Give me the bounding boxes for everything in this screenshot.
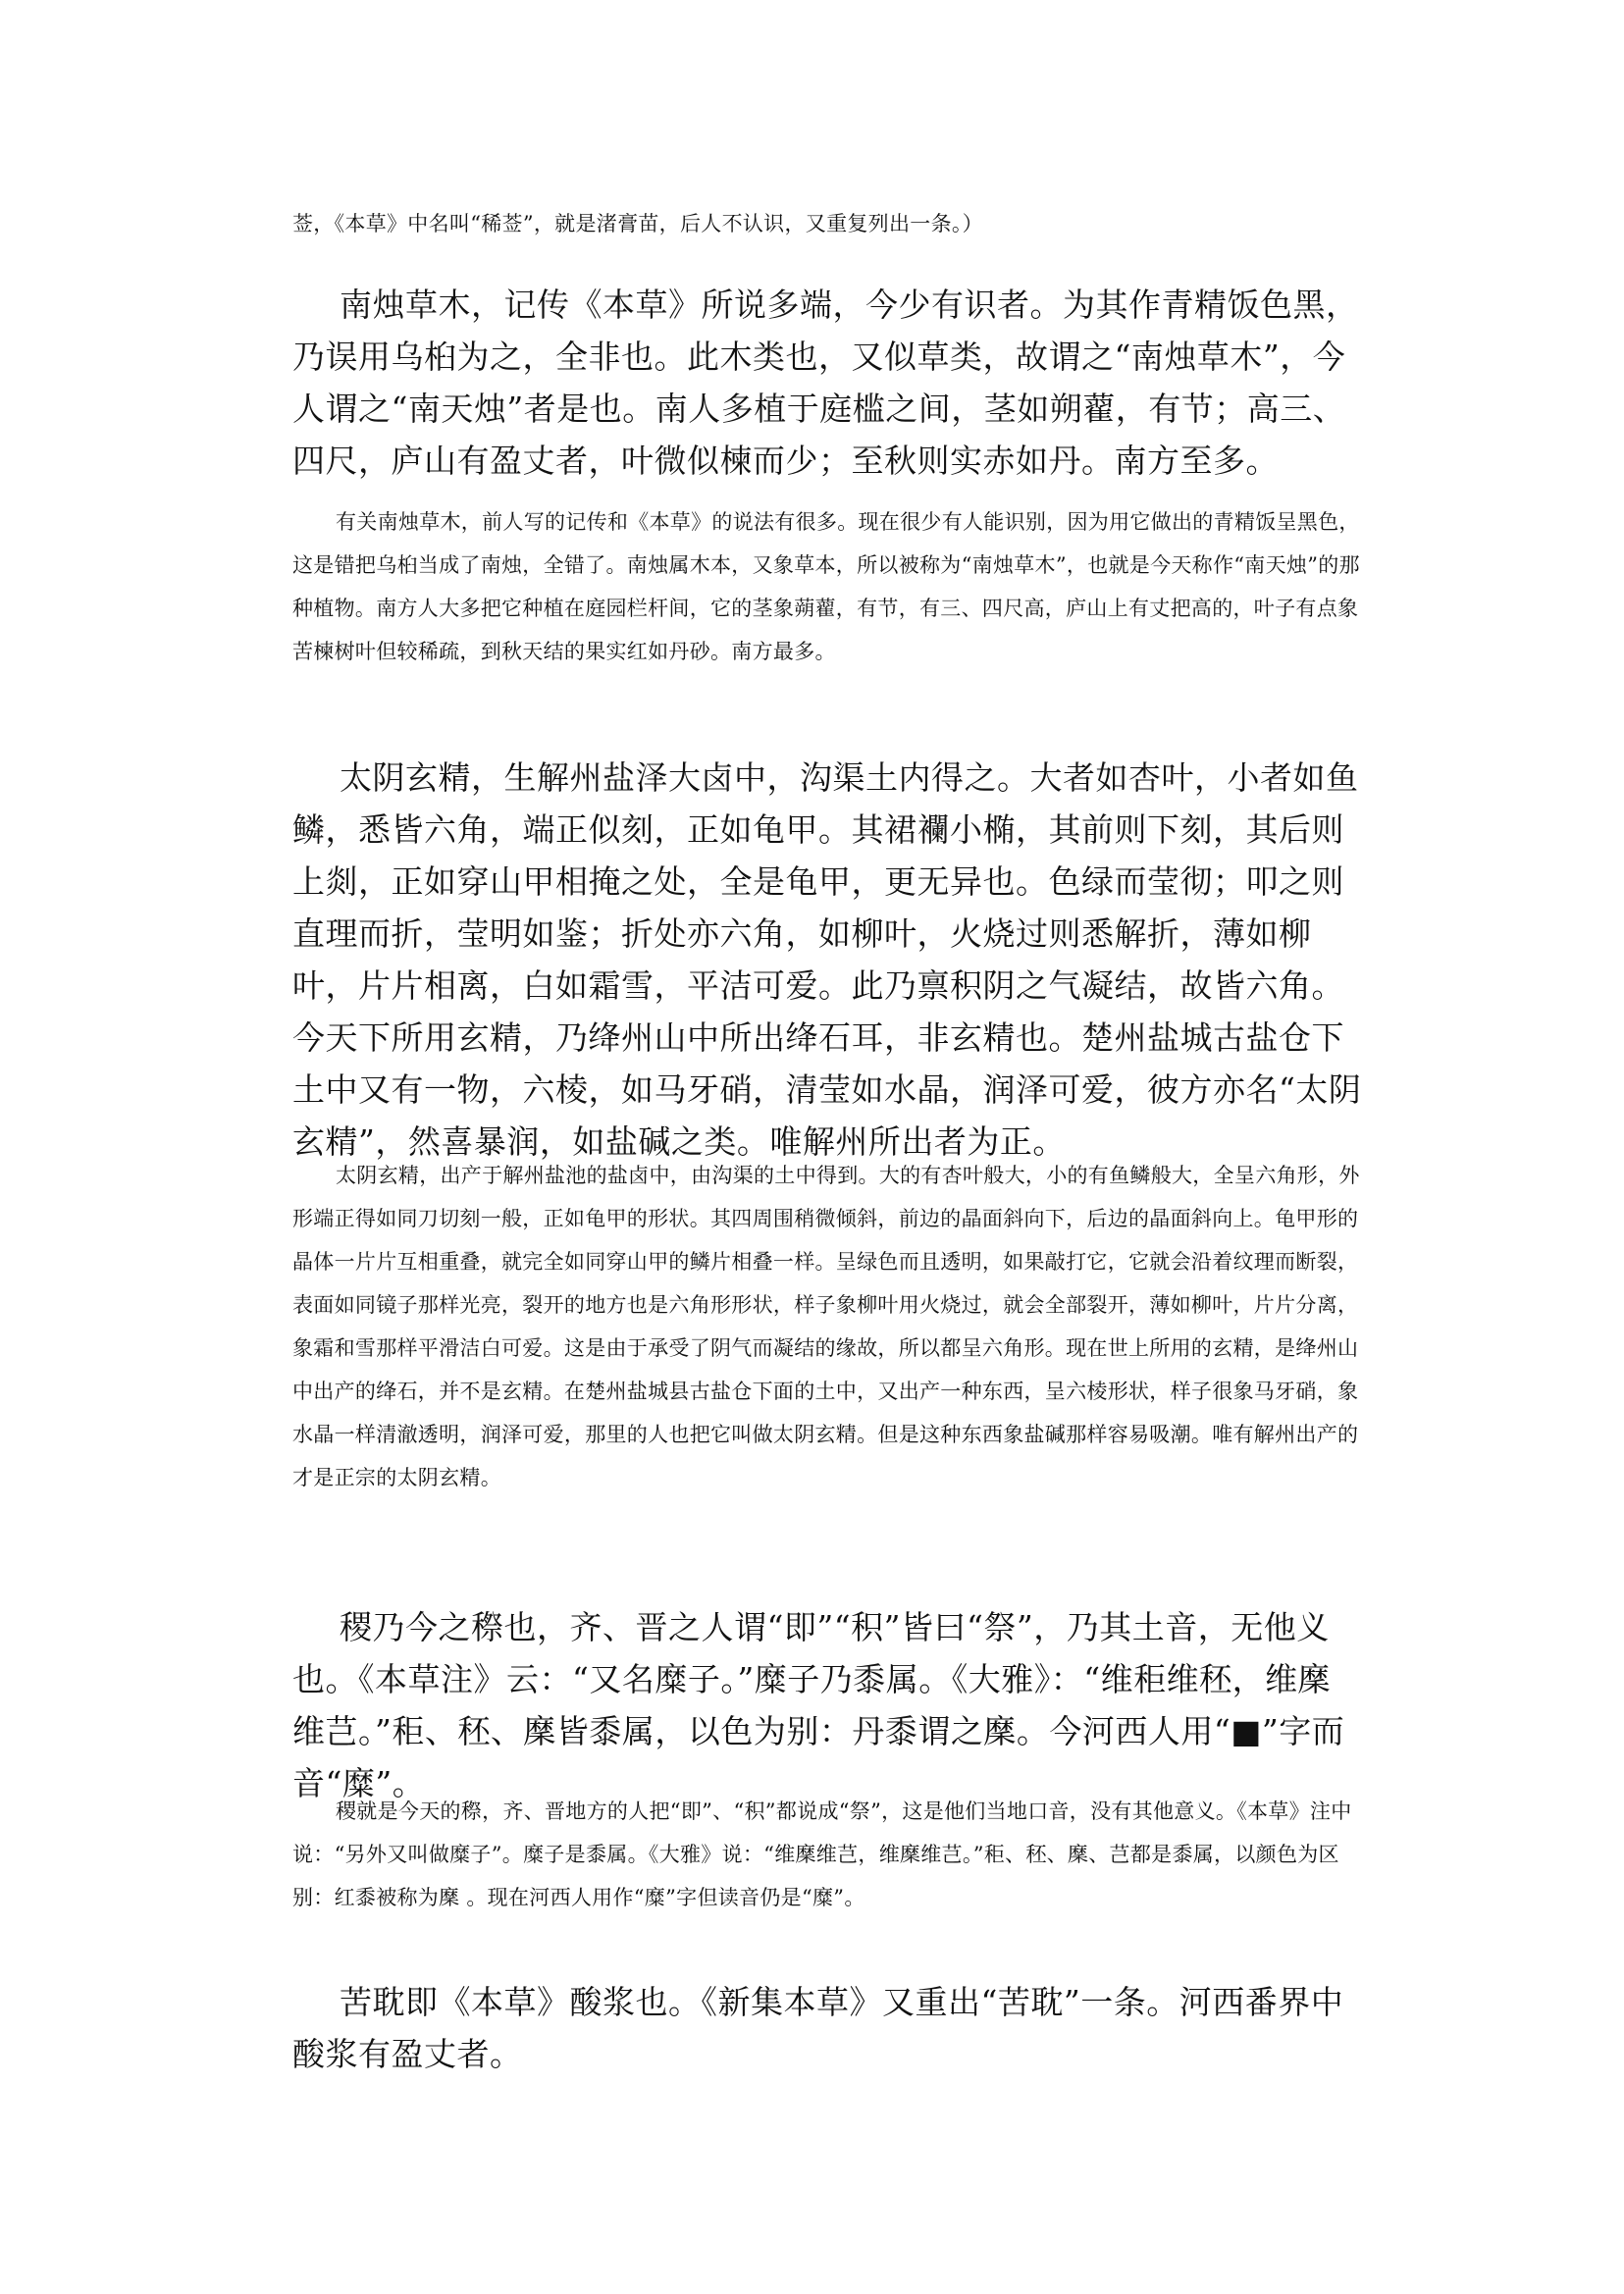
translation-paragraph: 太阴玄精，出产于解州盐池的盐卤中，由沟渠的土中得到。大的有杏叶般大，小的有鱼鳞般大，全呈六角形，外形端正得如同刀切刻一般，正如龟甲的形状。其四周围稍微倾斜，前边的晶面斜向下，后边的晶面斜向上。龟甲形的晶体一片片互相重叠，就完全如同穿山甲的鳞片相叠一样。呈绿色而且透明，如果敲打它，它就会沿着纹理而断裂，表面如同镜子那样光亮，裂开的地方也是六角形形状，样子象柳叶用火烧过，就会全部裂开，薄如柳叶，片片分离，象霜和雪那样平滑洁白可爱。这是由于承受了阴气而凝结的缘故，所以都呈六角形。现在世上所用的玄精，是绛州山中出产的绛石，并不是玄精。在楚州盐城县古盐仓下面的土中，又出产一种东西，呈六棱形状，样子很象马牙硝，象水晶一样清澈透明，润泽可爱，那里的人也把它叫做太阴玄精。但是这种东西象盐碱那样容易吸潮。唯有解州出产的才是正宗的太阴玄精。 bbox=[292, 1164, 1360, 1489]
classical-text-paragraph: 稷乃今之穄也，齐、晋之人谓“即”“积”皆曰“祭”，乃其土音，无他义也。《本草注》云：“又名糜子。”糜子乃黍属。《大雅》：“维秬维秠，维穈维芑。”秬、秠、穈皆黍属，以色为别：丹黍谓之穈。今河西人用“■”字而音“糜”。 bbox=[292, 1608, 1345, 1802]
translation-paragraph: 有关南烛草木，前人写的记传和《本草》的说法有很多。现在很少有人能识别，因为用它做出的青精饭呈黑色，这是错把乌桕当成了南烛，全错了。南烛属木本，又象草本，所以被称为“南烛草木”，也就是今天称作“南天烛”的那种植物。南方人大多把它种植在庭园栏杆间，它的茎象蒴藋，有节，有三、四尺高，庐山上有丈把高的，叶子有点象苦楝树叶但较稀疏，到秋天结的果实红如丹砂。南方最多。 bbox=[292, 510, 1360, 663]
annotation-paragraph: 莶，《本草》中名叫“稀莶”，就是渚膏苗，后人不认识，又重复列出一条。） bbox=[292, 212, 983, 235]
classical-text-paragraph: 苦耽即《本草》酸浆也。《新集本草》又重出“苦耽”一条。河西番界中酸浆有盈丈者。 bbox=[292, 1983, 1344, 2073]
translation-paragraph: 稷就是今天的穄，齐、晋地方的人把“即”、“积”都说成“祭”，这是他们当地口音，没有其他意义。《本草》注中说：“另外又叫做糜子”。糜子是黍属。《大雅》说：“维穈维芑，维穈维芑。”秬、秠、穈、芑都是黍属，以颜色为区别：红黍被称为穈 。现在河西人用作“糜”字但读音仍是“糜”。 bbox=[292, 1799, 1352, 1909]
classical-text-paragraph: 太阴玄精，生解州盐泽大卤中，沟渠土内得之。大者如杏叶，小者如鱼鳞，悉皆六角，端正似刻，正如龟甲。其裙襴小椭，其前则下刻，其后则上剡，正如穿山甲相掩之处，全是龟甲，更无异也。色绿而莹彻；叩之则直理而折，莹明如鉴；折处亦六角，如柳叶，火烧过则悉解折，薄如柳叶，片片相离，白如霜雪，平洁可爱。此乃禀积阴之气凝结，故皆六角。今天下所用玄精，乃绛州山中所出绛石耳，非玄精也。楚州盐城古盐仓下土中又有一物，六棱，如马牙硝，清莹如水晶，润泽可爱，彼方亦名“太阴玄精”，然喜暴润，如盐碱之类。唯解州所出者为正。 bbox=[292, 758, 1362, 1161]
classical-text-paragraph: 南烛草木，记传《本草》所说多端，今少有识者。为其作青精饭色黑，乃误用乌桕为之，全非也。此木类也，又似草类，故谓之“南烛草木”，今人谓之“南天烛”者是也。南人多植于庭槛之间，茎如朔藋，有节；高三、四尺，庐山有盈丈者，叶微似楝而少；至秋则实赤如丹。南方至多。 bbox=[292, 286, 1359, 480]
